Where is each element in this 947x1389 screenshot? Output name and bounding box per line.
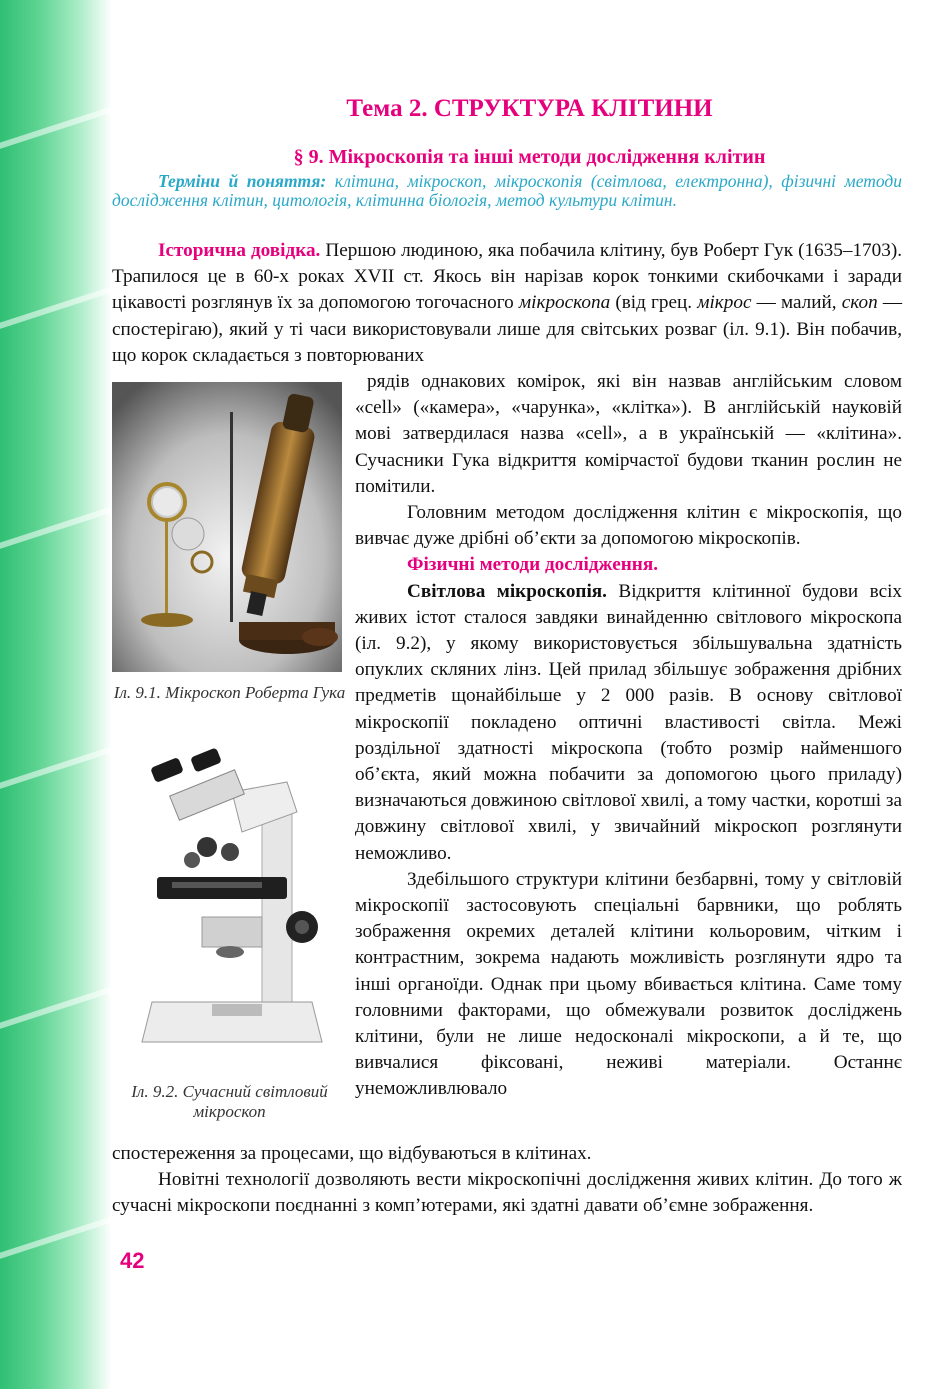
history-label: Історична довідка. [158, 240, 321, 261]
right-paragraph-1: рядів однакових комірок, які він назвав англійським словом «cell» («камера», «чарунка», «клітка»). В англійській науковій мові затвердилася назва «cell», а в українській — «клітина». Сучасники Гука відкриття комірчастої будови тканин рослин не помітили. [355, 371, 902, 497]
modern-microscope-image [112, 742, 342, 1064]
figure-2-caption: Іл. 9.2. Сучасний світловий мікроскоп [131, 1082, 328, 1121]
bottom-continuation: спостереження за процесами, що відбуваються в клітинах. [112, 1143, 592, 1164]
history-text: — спостерігаю), який у ті часи використовували лише для світських розваг (іл. 9.1). Він побачив, що корок складається з повторюваних [112, 292, 903, 366]
topic-title: Тема 2. СТРУКТУРА КЛІТИНИ [346, 95, 713, 122]
terms-text: клітина, мікроскоп, мікроскопія (світлова, електронна), фізичні методи дослідження клітин, цитологія, клітинна біологія, метод культури клітин. [112, 171, 902, 210]
right-text-column [355, 369, 902, 1103]
paragraph-title: § 9. Мікроскопія та інші методи дослідження клітин [293, 146, 766, 168]
right-paragraph-3-text: Відкриття клітинної будови всіх живих істот сталося завдяки винайденню світлового мікроскопа (іл. 9.2), у якому використовується збільшувальна здатність опуклих скляних лінз. Цей прилад збільшує зображення дрібних предметів щонайбільше у 2 000 разів. В основу світлової мікроскопії покладено оптичні властивості світла. Межі роздільної здатності мікроскопа (тобто розмір найменшого об’єкта, який можна побачити за допомогою цього приладу) визначаються довжиною світлової хвилі, а тому частки, коротші за довжину світлової хвилі, у звичайний мікроскоп розглянути неможливо. [355, 580, 903, 864]
subsection-label: Світлова мікроскопія. [407, 580, 607, 602]
decorative-left-band [0, 0, 112, 1389]
history-italic-term: скоп [841, 292, 878, 314]
terms-block [112, 172, 902, 210]
figure-1-caption: Іл. 9.1. Мікроскоп Роберта Гука [113, 683, 346, 702]
hooke-microscope-image [112, 382, 342, 672]
right-paragraph-3 [355, 579, 902, 867]
right-paragraph-2: Головним методом дослідження клітин є мікроскопія, що вивчає дуже дрібні об’єкти за допомогою мікроскопів. [355, 502, 902, 550]
history-text: (від грец. [610, 292, 698, 314]
history-paragraph [112, 238, 902, 369]
right-paragraph-4: Здебільшого структури клітини безбарвні, тому у світловій мікроскопії застосовують спеціальні барвники, що роблять зображення окремих деталей клітини кольоровим, чітким і контрастним, зокрема надають можливість розглянути ядро та інші органоїди. Однак при цьому вбивається клітина. Саме тому головними факторами, що обмежували розвиток досліджень клітини, були не лише недосконалі мікроскопи, а й те, що вивчалися фіксовані, неживі матеріали. Останнє унеможливлювало [355, 868, 902, 1100]
history-text: Першою людиною, яка побачила клітину, був Роберт Гук (1635–1703). Трапилося це в 60-х роках XVII ст. Якось він нарізав корок тонкими скибочками і заради цікавості розглянув їх за допомогою тогочасного [112, 240, 903, 314]
terms-label: Терміни й поняття: [158, 171, 327, 191]
page-number: 42 [120, 1248, 145, 1273]
history-italic-term: мікроскопа [518, 292, 611, 314]
bottom-text-block [112, 1141, 902, 1220]
section-heading: Фізичні методи дослідження. [407, 554, 659, 576]
bottom-paragraph: Новітні технології дозволяють вести мікроскопічні дослідження живих клітин. До того ж сучасні мікроскопи поєднанні з комп’ютерами, які здатні давати об’ємне зображення. [112, 1169, 902, 1217]
history-italic-term: мікрос [697, 292, 752, 314]
history-text: — малий, [751, 292, 842, 314]
